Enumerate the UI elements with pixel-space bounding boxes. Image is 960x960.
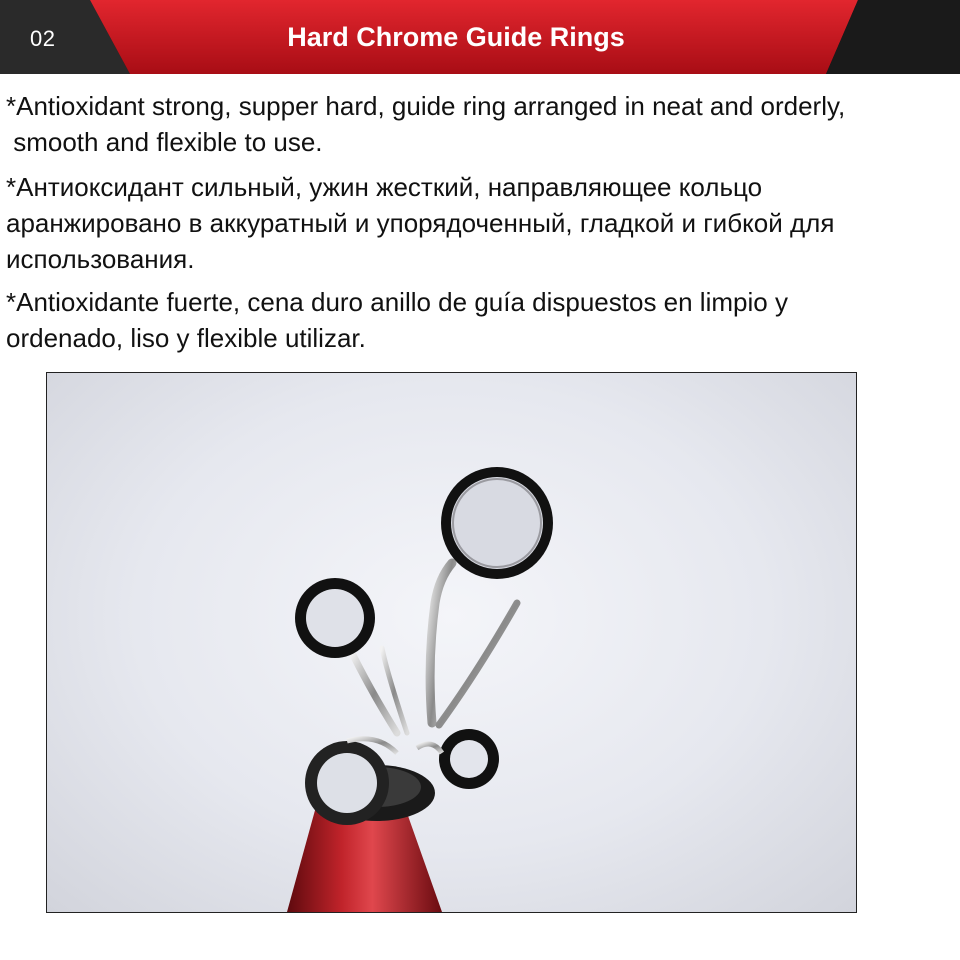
description-english: [6, 88, 952, 160]
description-spanish-line: *Antioxidante fuerte, cena duro anillo de guía dispuestos en limpio y: [6, 287, 788, 317]
description-spanish: [6, 284, 952, 356]
medium-guide-ring-icon: [295, 578, 407, 733]
description-spanish-line: ordenado, liso y flexible utilizar.: [6, 323, 366, 353]
section-title: Hard Chrome Guide Rings: [287, 22, 625, 52]
description-russian-line: *Антиоксидант сильный, ужин жесткий, направляющее кольцо: [6, 172, 763, 202]
description-russian-line: аранжировано в аккуратный и упорядоченный, гладкой и гибкой для: [6, 208, 835, 238]
header-banner: [0, 0, 960, 74]
description-russian-line: использования.: [6, 244, 195, 274]
guide-rings-illustration: [47, 373, 856, 912]
description-english-line: *Antioxidant strong, supper hard, guide ring arranged in neat and orderly,: [6, 91, 846, 121]
large-guide-ring-icon: [430, 467, 553, 725]
tiny-guide-ring-icon: [417, 729, 499, 789]
product-photo: [46, 372, 857, 913]
description-english-line: smooth and flexible to use.: [6, 127, 323, 157]
description-russian: [6, 169, 952, 277]
section-number: 02: [30, 26, 56, 51]
